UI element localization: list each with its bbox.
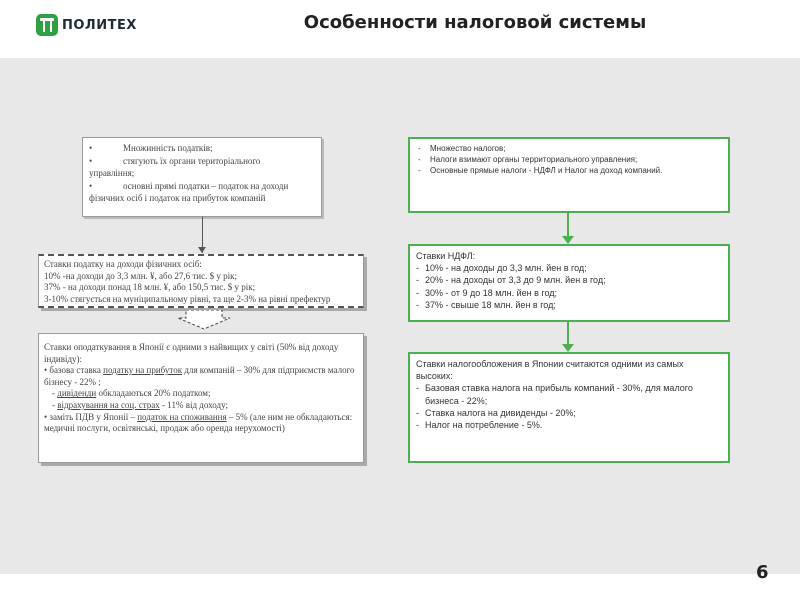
scan-item-cont: фізичних осіб і податок на прибуток компаній — [89, 193, 266, 203]
arrow-down-icon — [562, 236, 574, 244]
list-item: - 20% - на доходы от 3,3 до 9 млн. йен в год; — [416, 275, 606, 286]
page-number: 6 — [756, 562, 769, 583]
green-box-ndfl-rates — [408, 244, 730, 322]
list-item: - Базовая ставка налога на прибыль компаний - 30%, для малого бизнеса - 22%; — [416, 383, 693, 406]
list-item: - 30% - от 9 до 18 млн. йен в год; — [416, 287, 558, 298]
box-title: Ставки налогообложения в Японии считаются одними из самых высоких: — [416, 359, 684, 382]
connector-line — [567, 213, 569, 236]
list-item: - 10% - на доходы до 3,3 млн. йен в год; — [416, 263, 587, 274]
box-title: Ставки НДФЛ: — [416, 251, 476, 261]
list-item: - Основные прямые налоги - НДФЛ и Налог на доход компаний. — [418, 166, 663, 175]
scan-item: стягують їх органи територіального — [123, 155, 261, 166]
green-box-features — [408, 137, 730, 213]
scan-item: основні прямі податки – податок на доходи — [123, 180, 289, 191]
scan-bullet: - відрахування на соц. страх - 11% від доходу; — [52, 399, 228, 410]
scan-bullet: • заміть ПДВ у Японії – податок на споживання – 5% (але ним не обкладаються: медичні послуги, освітянські, продаж або оренда нерухомості) — [44, 411, 353, 434]
scan-bullet: - дивіденди обкладаються 20% податком; — [52, 388, 211, 399]
scan-box-income-tax — [38, 254, 364, 308]
block-arrow-down-icon — [176, 310, 232, 330]
scan-intro: Ставки оподаткування в Японії є одними з найвищих у світі (50% від доходу індивіду): — [44, 342, 339, 364]
scan-line: 3-10% стягується на муніципальному рівні, та ще 2-3% на рівні префектур — [44, 293, 331, 304]
list-item: - Налоги взимают органы территориального управления; — [418, 155, 638, 164]
arrow-down-icon — [562, 344, 574, 352]
page-title: Особенности налоговой системы — [303, 12, 647, 33]
scan-item: Множинність податків; — [123, 143, 213, 153]
connector-line — [567, 322, 569, 344]
list-item: - Ставка налога на дивиденды - 20%; — [416, 407, 576, 418]
logo — [36, 14, 137, 36]
logo-text: ПОЛИТЕХ — [62, 17, 137, 33]
logo-icon — [36, 14, 58, 36]
scan-line: 10% -на доходи до 3,3 млн. ¥, або 27,6 тис. $ у рік; — [44, 270, 237, 281]
green-box-tax-rates — [408, 352, 730, 463]
arrow-down-icon — [198, 247, 206, 253]
scan-box-rates — [38, 333, 364, 463]
scan-box-features: • Множинність податків; • стягують їх органи територіального управління; • основні прямі податки – податок на доходи фізичних осіб і податок на прибуток компаній — [82, 137, 322, 217]
list-item: - Налог на потребление - 5%. — [416, 420, 543, 431]
scan-line: 37% - на доходи понад 18 млн. ¥, або 150,5 тис. $ у рік; — [44, 282, 256, 293]
list-item: - Множество налогов; — [418, 144, 506, 153]
scan-item-cont: управління; — [89, 168, 135, 178]
scan-line: Ставки податку на доходи фізичних осіб: — [44, 259, 202, 269]
header — [0, 0, 800, 52]
scan-bullet: • базова ставка податку на прибуток для компаній – 30% для підприємств малого бізнесу - 22% ; — [44, 365, 355, 387]
list-item: - 37% - свыше 18 млн. йен в год; — [416, 299, 556, 310]
